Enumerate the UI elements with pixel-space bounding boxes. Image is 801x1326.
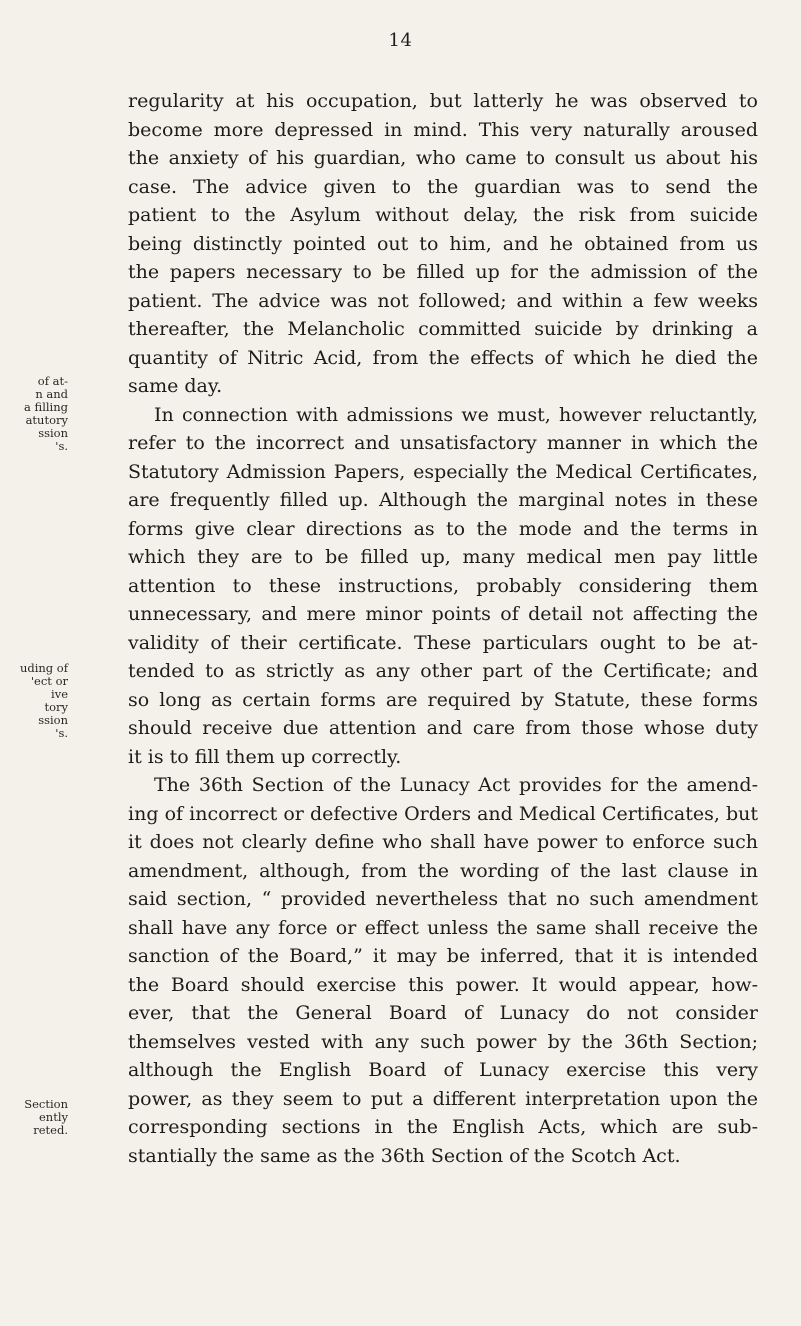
margin-note-line: tory	[44, 700, 68, 714]
margin-note-line: ently	[38, 1110, 68, 1124]
text-line: corresponding sections in the English Acts, which are sub-	[128, 1116, 758, 1138]
margin-note-line: 's.	[55, 439, 68, 453]
text-line: shall have any force or effect unless the same shall receive the	[128, 916, 758, 939]
margin-note-line: ssion	[38, 713, 68, 727]
text-line: the papers necessary to be filled up for the admission of the	[128, 261, 758, 283]
margin-note-amending-papers	[0, 662, 70, 740]
text-line: Statutory Admission Papers, especially the Medical Certificates,	[128, 460, 758, 483]
margin-note-line: 's.	[55, 726, 68, 740]
margin-note-line: 'ect or	[30, 674, 68, 688]
text-line: tended to as strictly as any other part of the Certificate; and	[128, 660, 758, 682]
text-line: unnecessary, and mere minor points of detail not affecting the	[128, 603, 758, 625]
margin-note-line: atutory	[25, 413, 68, 427]
text-line: although the English Board of Lunacy exercise this very	[128, 1059, 758, 1081]
text-line: sanction of the Board,” it may be inferred, that it is intended	[128, 945, 758, 967]
margin-note-line: Section	[24, 1098, 68, 1111]
text-line: patient to the Asylum without delay, the risk from suicide	[128, 204, 758, 226]
margin-note-line: a filling	[24, 400, 68, 414]
text-line: so long as certain forms are required by Statute, these forms	[128, 688, 758, 711]
margin-note-line: uding of	[19, 662, 68, 675]
text-line: patient. The advice was not followed; and within a few weeks	[128, 289, 758, 312]
text-line: refer to the incorrect and unsatisfactory manner in which the	[128, 432, 758, 454]
text-line: power, as they seem to put a different interpretation upon the	[128, 1087, 758, 1110]
text-line: said section, “ provided nevertheless that no such amendment	[128, 888, 758, 910]
text-line: thereafter, the Melancholic committed suicide by drinking a	[128, 318, 758, 340]
text-line: amendment, although, from the wording of the last clause in	[128, 859, 758, 882]
margin-note-line: reted.	[33, 1123, 68, 1137]
text-line: the Board should exercise this power. It would appear, how-	[128, 973, 758, 996]
text-line: which they are to be filled up, many medical men pay little	[128, 546, 758, 568]
text-line: themselves vested with any such power by the 36th Section;	[128, 1030, 758, 1053]
text-line: it is to fill them up correctly.	[128, 745, 402, 768]
text-line: should receive due attention and care from those whose duty	[128, 717, 758, 739]
margin-note-line: n and	[35, 387, 68, 401]
margin-note-line: ssion	[38, 426, 68, 440]
paragraph-start-line: The 36th Section of the Lunacy Act provides for the amend-	[154, 774, 758, 796]
text-line: attention to these instructions, probably considering them	[128, 574, 758, 597]
text-line: become more depressed in mind. This very naturally aroused	[128, 118, 758, 141]
body-text	[128, 87, 758, 1170]
text-line: are frequently filled up. Although the marginal notes in these	[128, 489, 758, 511]
text-line: regularity at his occupation, but latterly he was observed to	[128, 90, 758, 112]
text-line: validity of their certificate. These particulars ought to be at-	[128, 631, 758, 654]
margin-note-line: ive	[51, 687, 68, 701]
margin-note-section-interpreted	[0, 1098, 70, 1137]
text-line: stantially the same as the 36th Section of the Scotch Act.	[128, 1144, 681, 1167]
text-line: forms give clear directions as to the mode and the terms in	[128, 517, 758, 540]
text-line: quantity of Nitric Acid, from the effects of which he died the	[128, 346, 758, 369]
margin-note-admission-papers	[0, 375, 70, 453]
paragraph-start-line: In connection with admissions we must, however reluctantly,	[154, 403, 758, 426]
text-line: being distinctly pointed out to him, and he obtained from us	[128, 232, 758, 255]
text-line: it does not clearly define who shall have power to enforce such	[128, 831, 758, 853]
text-line: case. The advice given to the guardian was to send the	[128, 175, 758, 198]
text-line: same day.	[128, 375, 223, 397]
margin-note-line: of at-	[37, 375, 68, 388]
page-number: 14	[388, 30, 413, 51]
text-line: the anxiety of his guardian, who came to consult us about his	[128, 147, 758, 169]
text-line: ever, that the General Board of Lunacy do not consider	[128, 1002, 758, 1024]
text-line: ing of incorrect or defective Orders and Medical Certificates, but	[128, 802, 758, 825]
